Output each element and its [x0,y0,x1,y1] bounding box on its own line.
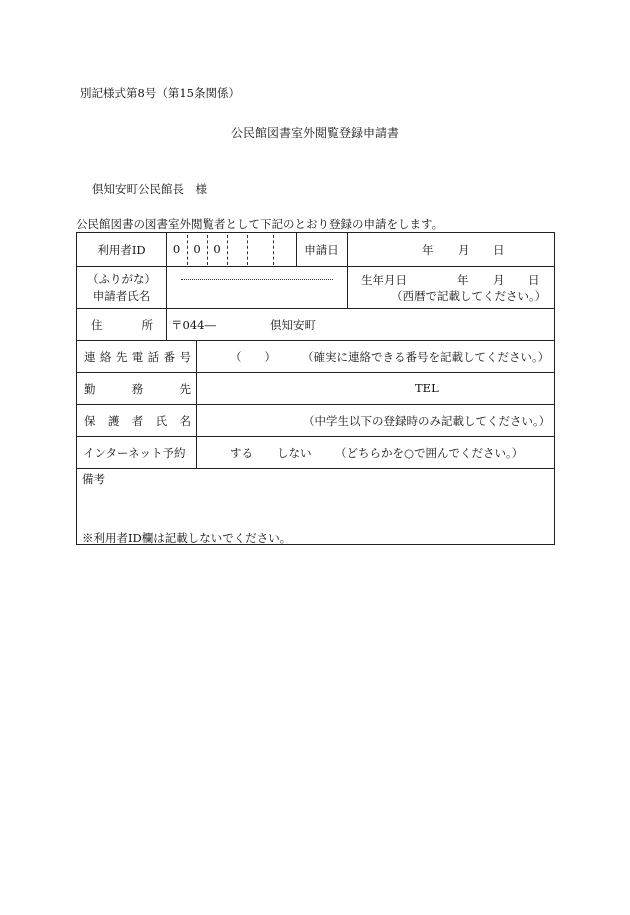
workplace-label: 勤 務 先 [84,382,191,396]
option-no[interactable]: しない [277,446,312,460]
user-id-digit[interactable]: 0 [172,242,181,256]
date-month-unit: 月 [458,243,470,257]
row-divider [77,404,554,405]
remarks-note: ※利用者ID欄は記載しないでください。 [82,531,292,545]
address-town: 倶知安町 [270,318,316,332]
application-date-label: 申請日 [304,243,339,257]
row-divider [77,372,554,373]
postal-code[interactable]: 〒044― [171,318,216,332]
furigana-dotted-line [181,279,333,280]
birth-date-label: 生年月日 [361,273,407,287]
birth-date-note: （西暦で記載してください。） [391,289,547,303]
guardian-label: 保 護 者 氏 名 [84,414,191,428]
intro-text: 公民館図書の図書室外閲覧者として下記のとおり登録の申請をします。 [76,217,444,231]
phone-parens[interactable]: （ ） [230,350,276,364]
form-reference: 別記様式第8号（第15条関係） [80,86,240,100]
option-yes[interactable]: する [230,446,253,460]
row-divider [77,468,554,469]
applicant-name-label: 申請者氏名 [92,289,151,303]
birth-year-unit: 年 [457,273,469,287]
furigana-label: （ふりがな） [87,272,156,286]
birth-day-unit: 日 [528,273,540,287]
user-id-label: 利用者ID [97,243,146,257]
birth-month-unit: 月 [493,273,505,287]
remarks-label: 備考 [82,472,105,486]
id-digit-divider [273,235,274,265]
column-divider [196,340,197,468]
addressee: 倶知安町公民館長 様 [92,182,207,196]
workplace-tel: TEL [415,381,439,395]
application-form [76,232,555,545]
phone-note: （確実に連絡できる番号を記載してください。） [302,350,550,364]
phone-label: 連 絡 先 電 話 番 号 [84,350,191,364]
address-label: 住 所 [91,318,153,332]
row-divider [77,266,554,267]
row-divider [77,436,554,437]
internet-reservation-label: インターネット予約 [83,446,186,460]
id-digit-divider [227,235,228,265]
guardian-note: （中学生以下の登録時のみ記載してください。） [303,414,551,428]
id-digit-divider [247,235,248,265]
column-divider [347,233,348,266]
user-id-digit[interactable]: 0 [193,242,201,256]
row-divider [77,308,554,309]
user-id-digit[interactable]: 0 [213,242,221,256]
column-divider [347,266,348,308]
date-year-unit: 年 [422,243,434,257]
document-title: 公民館図書室外閲覧登録申請書 [230,126,399,140]
date-day-unit: 日 [493,243,505,257]
reservation-note: （どちらかを○で囲んでください。） [335,446,524,460]
row-divider [77,340,554,341]
